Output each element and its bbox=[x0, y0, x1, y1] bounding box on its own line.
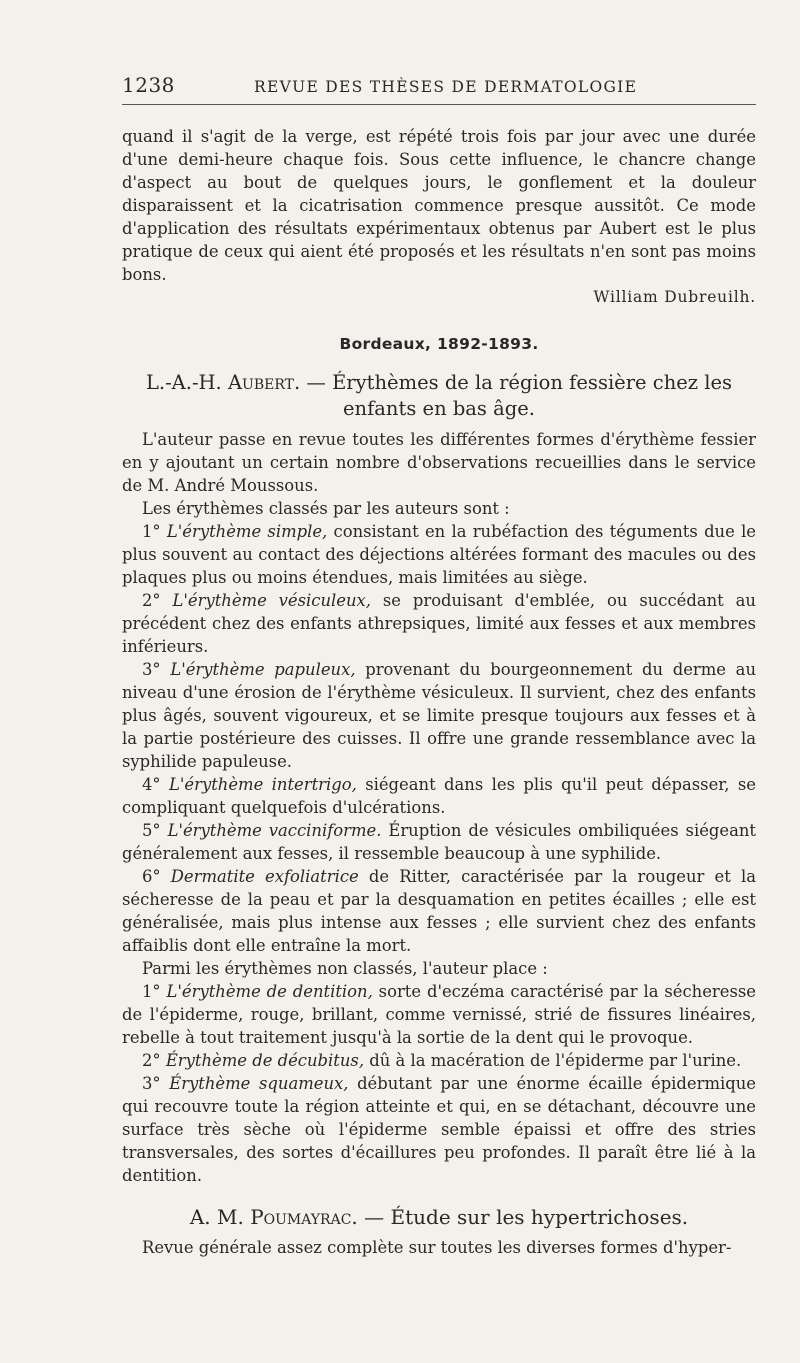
item-term: Érythème de décubitus, bbox=[165, 1051, 365, 1070]
article-1-paragraph: Parmi les érythèmes non classés, l'auteur place : bbox=[142, 959, 548, 978]
article-2-paragraph: Revue générale assez complète sur toutes les diverses formes d'hyper- bbox=[142, 1238, 732, 1257]
item-term: L'érythème vésiculeux, bbox=[172, 591, 371, 610]
item-text: Éruption de vésicules ombiliquées siégeant généralement aux fesses, il ressemble beaucoup à une syphilide. bbox=[122, 821, 757, 863]
item-number: 1° bbox=[142, 982, 161, 1001]
item-text: sorte d'eczéma caractérisé par la sécheresse de l'épiderme, rouge, brillant, comme vernissé, strié de fissures linéaires, rebelle à tout traitement jusqu'à la sortie de la dent qui le provoque. bbox=[122, 982, 756, 1047]
article-1-paragraph: L'auteur passe en revue toutes les différentes formes d'érythème fessier en y ajoutant un certain nombre d'observations recueillies dans le service de M. André Moussous. bbox=[122, 430, 756, 495]
article-1-title-text: — Érythèmes de la région fessière chez les enfants en bas âge. bbox=[306, 371, 733, 420]
list-item bbox=[122, 589, 756, 658]
item-text: de Ritter, caractérisée par la rougeur et la sécheresse de la peau et par la desquamation en petites écailles ; elle est généralisée, mais plus intense aux fesses ; elle survient chez des enfants affaiblis dont elle entraîne la mort. bbox=[122, 867, 756, 955]
article-1-title bbox=[122, 370, 756, 422]
article-2-author: A. M. Poumayrac. bbox=[189, 1205, 358, 1229]
item-number: 3° bbox=[142, 1074, 161, 1093]
item-number: 4° bbox=[142, 775, 161, 794]
article-2-title-text: — Étude sur les hypertrichoses. bbox=[364, 1205, 689, 1229]
running-title: REVUE DES THÈSES DE DERMATOLOGIE bbox=[254, 78, 638, 96]
item-text: dû à la macération de l'épiderme par l'urine. bbox=[364, 1051, 742, 1070]
running-header bbox=[122, 70, 756, 105]
item-term: L'érythème intertrigo, bbox=[169, 775, 357, 794]
list-item bbox=[122, 773, 756, 819]
article-1-author: L.-A.-H. Aubert. bbox=[145, 371, 301, 394]
list-item bbox=[122, 520, 756, 589]
list-item bbox=[122, 658, 756, 773]
list-item bbox=[122, 819, 756, 865]
intro-paragraph: quand il s'agit de la verge, est répété trois fois par jour avec une durée d'une demi-heure chaque fois. Sous cette influence, le chancre change d'aspect au bout de quelques jours, le gonflement et la douleur disparaissent et la cicatrisation commence presque aussitôt. Ce mode d'application des résultats expérimentaux obtenus par Aubert est le plus pratique de ceux qui aient été proposés et les résultats n'en sont pas moins bons. bbox=[122, 127, 756, 284]
item-number: 1° bbox=[142, 522, 161, 541]
item-term: L'érythème simple, bbox=[166, 522, 328, 541]
item-text: siégeant dans les plis qu'il peut dépasser, se compliquant quelquefois d'ulcérations. bbox=[122, 775, 757, 817]
item-number: 6° bbox=[142, 867, 161, 886]
item-term: L'érythème papuleux, bbox=[170, 660, 356, 679]
item-number: 2° bbox=[142, 1051, 161, 1070]
list-item bbox=[122, 1049, 756, 1072]
item-text: se produisant d'emblée, ou succédant au précédent chez des enfants athrepsiques, limité aux fesses et aux membres inférieurs. bbox=[122, 591, 756, 656]
section-heading: Bordeaux, 1892-1893. bbox=[339, 335, 539, 353]
list-item bbox=[122, 1072, 756, 1187]
article-1-paragraph: Les érythèmes classés par les auteurs sont : bbox=[142, 499, 510, 518]
item-term: L'érythème vacciniforme. bbox=[167, 821, 382, 840]
item-term: Érythème squameux, bbox=[169, 1074, 349, 1093]
page-body bbox=[122, 125, 756, 1259]
item-text: débutant par une énorme écaille épidermique qui recouvre toute la région atteinte et qui, en se détachant, découvre une surface très sèche où l'épiderme semble épaissi et offre des stries transversales, des sortes d'écaillures peu profondes. Il paraît être lié à la dentition. bbox=[122, 1074, 756, 1185]
page-number: 1238 bbox=[122, 73, 175, 97]
article-2-title bbox=[122, 1204, 756, 1230]
item-text: consistant en la rubéfaction des téguments due le plus souvent au contact des déjections altérées formant des macules ou des plaques plus ou moins étendues, mais limitées au siège. bbox=[122, 522, 757, 587]
item-number: 5° bbox=[142, 821, 161, 840]
list-item bbox=[122, 865, 756, 957]
item-number: 3° bbox=[142, 660, 161, 679]
item-number: 2° bbox=[142, 591, 161, 610]
list-item bbox=[122, 980, 756, 1049]
item-text: provenant du bourgeonnement du derme au niveau d'une érosion de l'érythème vésiculeux. Il survient, chez des enfants plus âgés, souvent vigoureux, et se limite presque toujours aux fesses et à la partie postérieure des cuisses. Il offre une grande ressemblance avec la syphilide papuleuse. bbox=[122, 660, 756, 771]
item-term: Dermatite exfoliatrice bbox=[170, 867, 359, 886]
signature: William Dubreuilh. bbox=[593, 288, 756, 306]
item-term: L'érythème de dentition, bbox=[166, 982, 373, 1001]
